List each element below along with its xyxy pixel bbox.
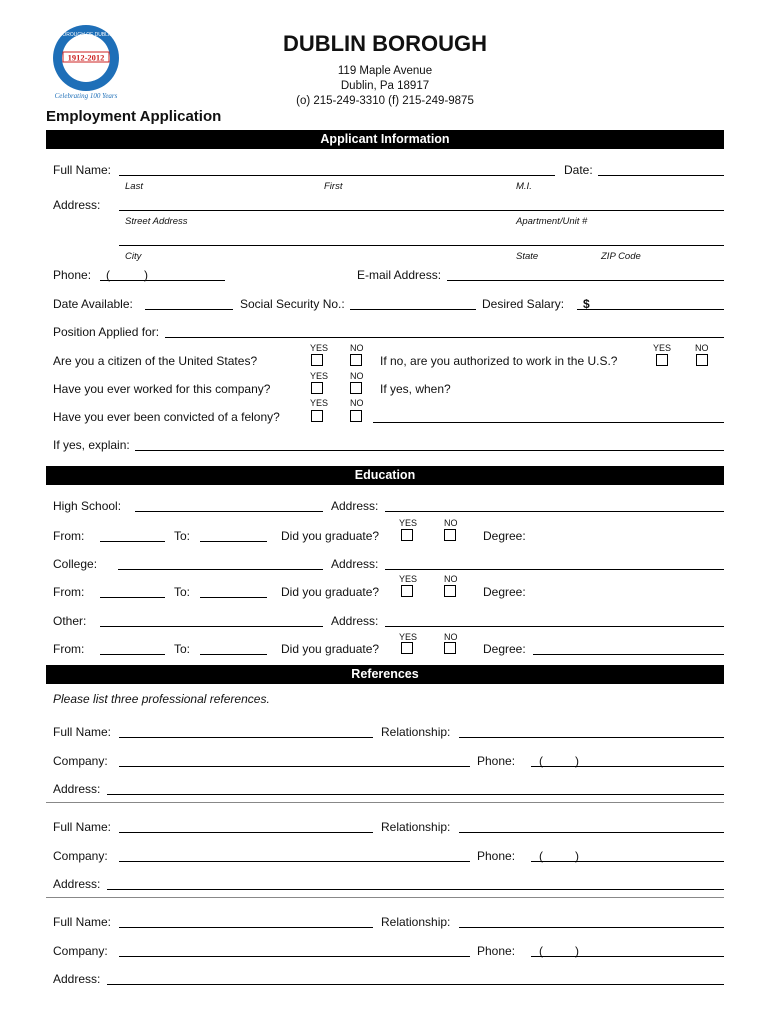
authorized-no-label: NO — [695, 343, 709, 353]
ref3-phone-field[interactable] — [531, 956, 724, 957]
other-to-label: To: — [174, 642, 191, 656]
seal-caption: Celebrating 100 Years — [54, 92, 118, 100]
college-field[interactable] — [118, 569, 323, 570]
authorized-yes-checkbox[interactable] — [656, 354, 668, 366]
phone-field[interactable] — [100, 280, 225, 281]
ref3-phone-label: Phone: — [477, 944, 516, 958]
date-field[interactable] — [598, 175, 724, 176]
ref2-name-label: Full Name: — [53, 820, 112, 834]
other-address-label: Address: — [331, 614, 379, 628]
other-from-field[interactable] — [100, 654, 165, 655]
section-education: Education — [46, 466, 724, 485]
worked-yes-checkbox[interactable] — [311, 382, 323, 394]
other-no-checkbox[interactable] — [444, 642, 456, 654]
authorized-question: If no, are you authorized to work in the U.S.? — [380, 354, 618, 368]
other-from-label: From: — [53, 642, 85, 656]
ref2-address-field[interactable] — [107, 889, 724, 890]
college-label: College: — [53, 557, 98, 571]
authorized-no-checkbox[interactable] — [696, 354, 708, 366]
city-sublabel: City — [125, 251, 142, 262]
ref3-address-field[interactable] — [107, 984, 724, 985]
org-name: DUBLIN BOROUGH — [282, 31, 488, 56]
address-label: Address: — [53, 198, 101, 212]
citizen-yes-label: YES — [310, 343, 329, 353]
other-yes-checkbox[interactable] — [401, 642, 413, 654]
explain-field[interactable] — [135, 450, 724, 451]
ref1-name-label: Full Name: — [53, 725, 112, 739]
college-yes-checkbox[interactable] — [401, 585, 413, 597]
authorized-yes-label: YES — [653, 343, 672, 353]
ref3-company-field[interactable] — [119, 956, 470, 957]
college-address-label: Address: — [331, 557, 379, 571]
ref2-paren-close: ) — [575, 849, 579, 863]
felony-no-label: NO — [350, 398, 364, 408]
zip-sublabel: ZIP Code — [601, 251, 641, 262]
org-address-1: 119 Maple Avenue — [337, 65, 433, 77]
college-no-label: NO — [444, 574, 458, 584]
college-graduate-label: Did you graduate? — [281, 585, 380, 599]
hs-yes-checkbox[interactable] — [401, 529, 413, 541]
full-name-field[interactable] — [119, 175, 555, 176]
org-address-2: Dublin, Pa 18917 — [340, 80, 430, 92]
ref2-relationship-field[interactable] — [459, 832, 724, 833]
state-sublabel: State — [516, 251, 539, 262]
mi-sublabel: M.I. — [516, 181, 532, 192]
ref1-name-field[interactable] — [119, 737, 373, 738]
ref1-phone-label: Phone: — [477, 754, 516, 768]
college-no-checkbox[interactable] — [444, 585, 456, 597]
other-field[interactable] — [100, 626, 323, 627]
date-available-field[interactable] — [145, 309, 233, 310]
hs-graduate-label: Did you graduate? — [281, 529, 380, 543]
section-references: References — [46, 665, 724, 684]
date-available-label: Date Available: — [53, 297, 133, 311]
ref1-company-field[interactable] — [119, 766, 470, 767]
ref3-address-label: Address: — [53, 972, 101, 986]
worked-yes-label: YES — [310, 371, 329, 381]
ref3-relationship-label: Relationship: — [381, 915, 451, 929]
position-label: Position Applied for: — [53, 325, 160, 339]
other-to-field[interactable] — [200, 654, 267, 655]
other-address-field[interactable] — [385, 626, 724, 627]
other-degree-field[interactable] — [533, 654, 724, 655]
hs-from-field[interactable] — [100, 541, 165, 542]
ref1-paren-close: ) — [575, 754, 579, 768]
citizen-question: Are you a citizen of the United States? — [53, 354, 258, 368]
full-name-label: Full Name: — [53, 163, 112, 177]
high-school-address-field[interactable] — [385, 511, 724, 512]
ref3-relationship-field[interactable] — [459, 927, 724, 928]
salary-label: Desired Salary: — [482, 297, 565, 311]
hs-yes-label: YES — [399, 518, 418, 528]
high-school-field[interactable] — [135, 511, 323, 512]
citizen-no-label: NO — [350, 343, 364, 353]
ssn-field[interactable] — [350, 309, 476, 310]
hs-to-field[interactable] — [200, 541, 267, 542]
hs-to-label: To: — [174, 529, 191, 543]
college-from-field[interactable] — [100, 597, 165, 598]
seal-years: 1912-2012 — [67, 52, 105, 63]
ref1-address-label: Address: — [53, 782, 101, 796]
explain-label: If yes, explain: — [53, 438, 130, 452]
ref1-relationship-label: Relationship: — [381, 725, 451, 739]
email-field[interactable] — [447, 280, 724, 281]
apt-sublabel: Apartment/Unit # — [516, 216, 588, 227]
ref3-name-field[interactable] — [119, 927, 373, 928]
felony-detail-field[interactable] — [373, 422, 724, 423]
ref3-company-label: Company: — [53, 944, 108, 958]
ref1-divider — [46, 802, 724, 803]
org-phones: (o) 215-249-3310 (f) 215-249-9875 — [296, 95, 474, 107]
ref2-phone-field[interactable] — [531, 861, 724, 862]
ref2-company-label: Company: — [53, 849, 108, 863]
ref1-phone-field[interactable] — [531, 766, 724, 767]
worked-question: Have you ever worked for this company? — [53, 382, 271, 396]
hs-from-label: From: — [53, 529, 85, 543]
worked-no-checkbox[interactable] — [350, 382, 362, 394]
other-no-label: NO — [444, 632, 458, 642]
phone-paren-open: ( — [106, 268, 110, 282]
ref2-phone-label: Phone: — [477, 849, 516, 863]
city-field[interactable] — [119, 245, 724, 246]
phone-paren-close: ) — [144, 268, 148, 282]
high-school-address-label: Address: — [331, 499, 379, 513]
other-graduate-label: Did you graduate? — [281, 642, 380, 656]
other-label: Other: — [53, 614, 87, 628]
ref1-relationship-field[interactable] — [459, 737, 724, 738]
college-from-label: From: — [53, 585, 85, 599]
college-to-field[interactable] — [200, 597, 267, 598]
worked-when-label: If yes, when? — [380, 382, 451, 396]
worked-no-label: NO — [350, 371, 364, 381]
ref3-paren-open: ( — [539, 944, 543, 958]
college-degree-label: Degree: — [483, 585, 526, 599]
felony-yes-checkbox[interactable] — [311, 410, 323, 422]
hs-no-checkbox[interactable] — [444, 529, 456, 541]
other-yes-label: YES — [399, 632, 418, 642]
other-degree-label: Degree: — [483, 642, 526, 656]
felony-no-checkbox[interactable] — [350, 410, 362, 422]
street-sublabel: Street Address — [125, 216, 188, 227]
last-sublabel: Last — [125, 181, 143, 192]
section-applicant: Applicant Information — [46, 130, 724, 149]
seal-top-text: BOROUGH OF DUBLIN — [59, 32, 113, 38]
ref2-divider — [46, 897, 724, 898]
ref1-paren-open: ( — [539, 754, 543, 768]
ref2-name-field[interactable] — [119, 832, 373, 833]
ref1-company-label: Company: — [53, 754, 108, 768]
first-sublabel: First — [324, 181, 343, 192]
hs-no-label: NO — [444, 518, 458, 528]
ref3-name-label: Full Name: — [53, 915, 112, 929]
street-address-field[interactable] — [119, 210, 724, 211]
email-label: E-mail Address: — [357, 268, 442, 282]
references-intro: Please list three professional references. — [53, 692, 270, 706]
college-address-field[interactable] — [385, 569, 724, 570]
citizen-no-checkbox[interactable] — [350, 354, 362, 366]
felony-yes-label: YES — [310, 398, 329, 408]
ref2-relationship-label: Relationship: — [381, 820, 451, 834]
salary-field[interactable] — [577, 309, 724, 310]
ref2-company-field[interactable] — [119, 861, 470, 862]
citizen-yes-checkbox[interactable] — [311, 354, 323, 366]
college-to-label: To: — [174, 585, 191, 599]
ref1-address-field[interactable] — [107, 794, 724, 795]
ref3-paren-close: ) — [575, 944, 579, 958]
form-title: Employment Application — [46, 108, 222, 125]
position-field[interactable] — [165, 337, 724, 338]
date-label: Date: — [564, 163, 593, 177]
ref2-paren-open: ( — [539, 849, 543, 863]
high-school-label: High School: — [53, 499, 122, 513]
salary-symbol: $ — [583, 297, 590, 311]
hs-degree-label: Degree: — [483, 529, 526, 543]
college-yes-label: YES — [399, 574, 418, 584]
ssn-label: Social Security No.: — [240, 297, 345, 311]
phone-label: Phone: — [53, 268, 92, 282]
ref2-address-label: Address: — [53, 877, 101, 891]
felony-question: Have you ever been convicted of a felony? — [53, 410, 280, 424]
